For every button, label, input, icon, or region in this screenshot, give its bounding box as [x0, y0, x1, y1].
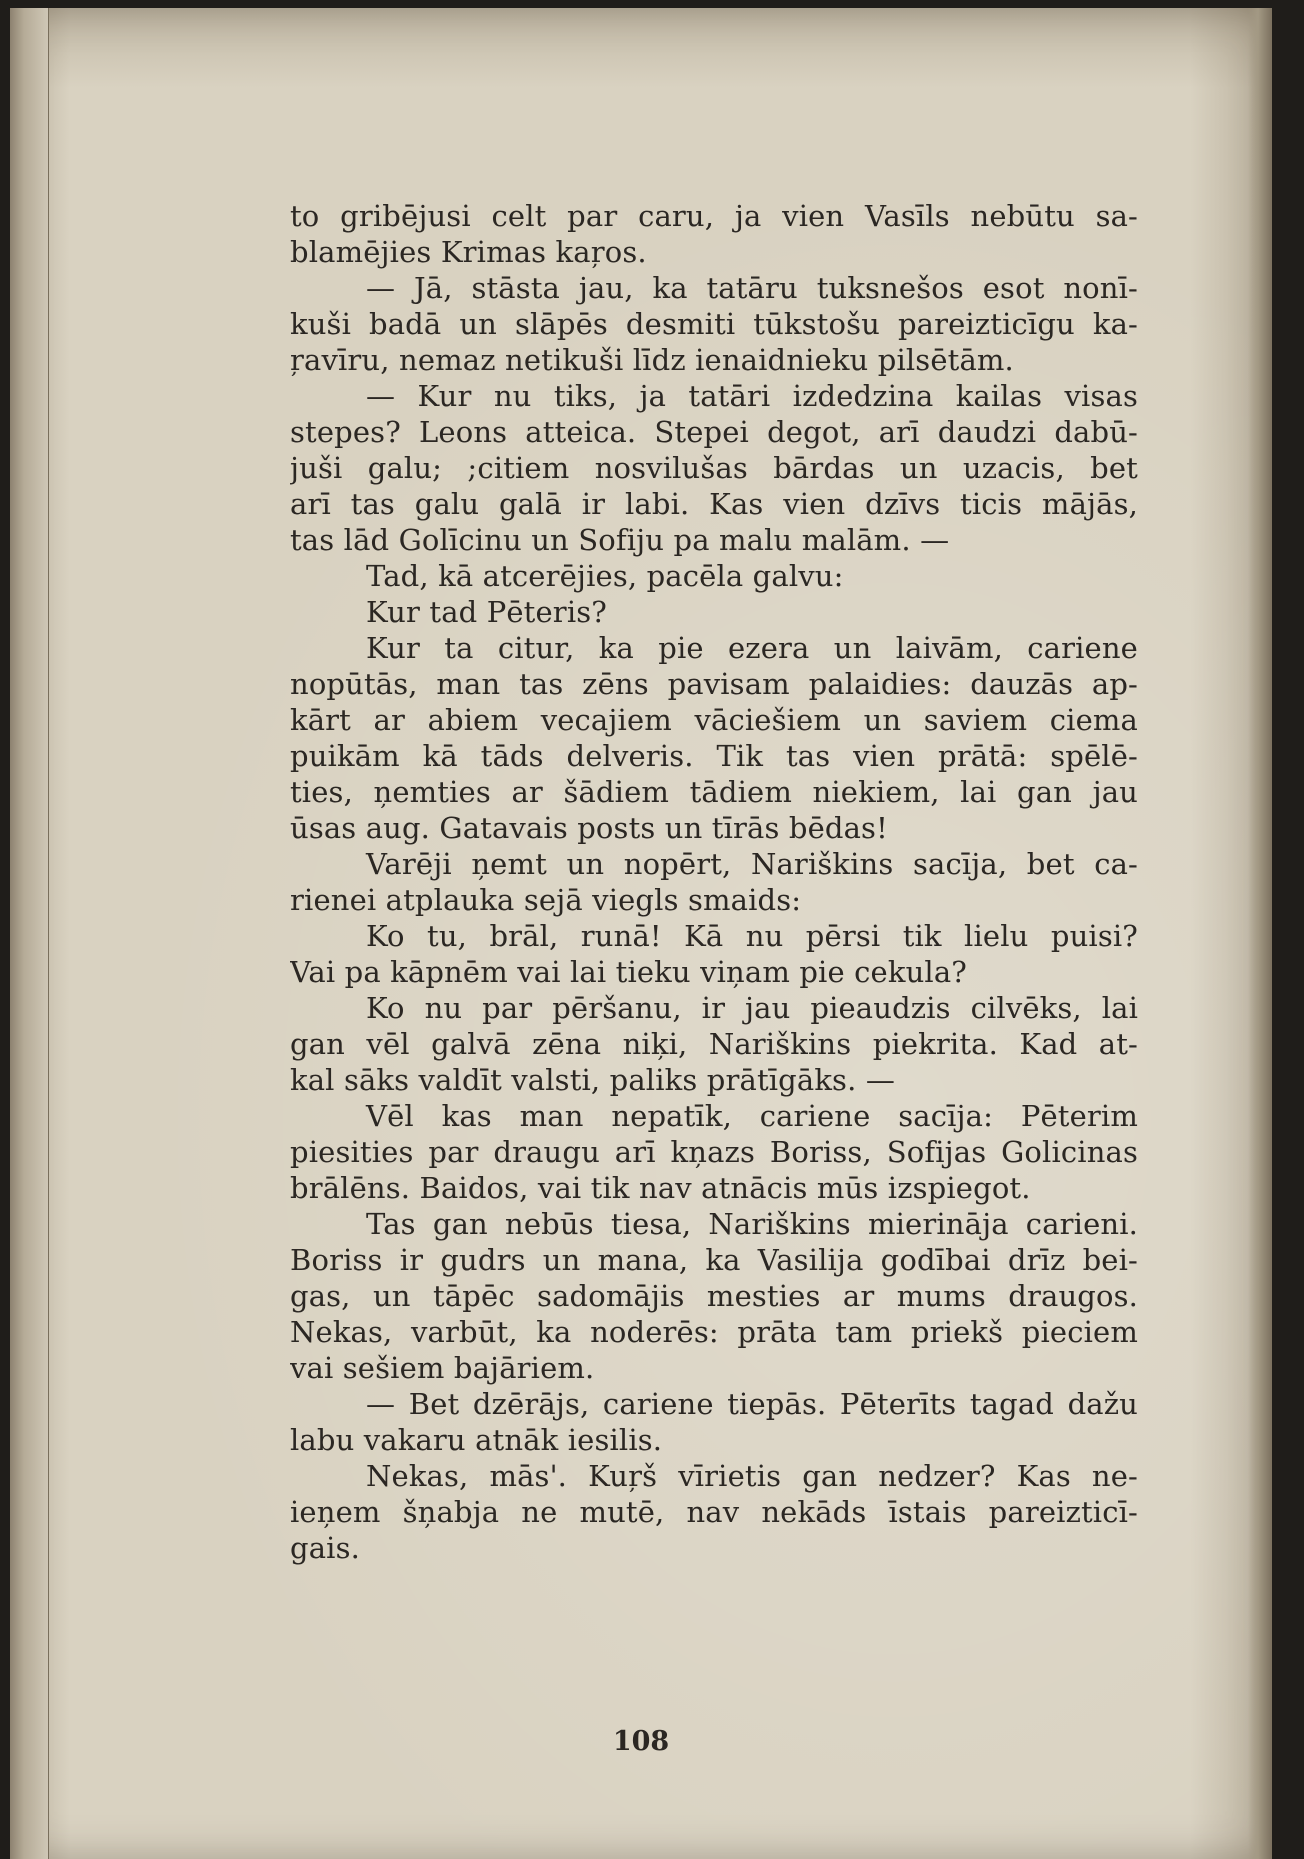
text-line: Tad, kā atcerējies, pacēla galvu: — [366, 559, 844, 593]
text-line: gas, un tāpēc sadomājis mesties ar mums draugos. — [290, 1279, 1138, 1313]
text-line: Kur tad Pēteris? — [366, 595, 607, 629]
text-line: puikām kā tāds delveris. Tik tas vien prātā: spēlē- — [290, 739, 1138, 773]
text-line: kal sāks valdīt valsti, paliks prātīgāks. — — [290, 1063, 895, 1097]
text-line: nopūtās, man tas zēns pavisam palaidies: dauzās ap- — [290, 667, 1138, 701]
text-line: — Jā, stāsta jau, ka tatāru tuksnešos esot nonī- — [366, 271, 1138, 305]
page-number: 108 — [612, 1726, 670, 1757]
text-line: arī tas galu galā ir labi. Kas vien dzīvs ticis mājās, — [290, 487, 1138, 521]
text-line: ŗavīru, nemaz netikuši līdz ienaidnieku pilsētām. — [290, 343, 1014, 377]
text-line: Ko tu, brāl, runā! Kā nu pērsi tik lielu puisi? — [366, 919, 1138, 953]
text-line: rienei atplauka sejā viegls smaids: — [290, 883, 802, 917]
text-line: ties, ņemties ar šādiem tādiem niekiem, lai gan jau — [290, 775, 1138, 809]
text-line: blamējies Krimas kaŗos. — [290, 235, 647, 269]
text-line: Ko nu par pēršanu, ir jau pieaudzis cilvēks, lai — [366, 991, 1138, 1025]
text-line: labu vakaru atnāk iesilis. — [290, 1423, 663, 1457]
text-line: Varēji ņemt un nopērt, Nariškins sacīja, bet ca- — [366, 847, 1138, 881]
page-edge-shadow — [1248, 8, 1272, 1859]
text-line: vai sešiem bajāriem. — [290, 1351, 595, 1385]
body-text — [290, 198, 1138, 1566]
text-line: gais. — [290, 1531, 360, 1565]
text-line: Vai pa kāpnēm vai lai tieku viņam pie cekula? — [290, 955, 967, 989]
text-line: — Kur nu tiks, ja tatāri izdedzina kailas visas — [366, 379, 1138, 413]
text-line: ieņem šņabja ne mutē, nav nekāds īstais pareizticī- — [290, 1495, 1138, 1529]
text-line: piesities par draugu arī kņazs Boriss, Sofijas Golicinas — [290, 1135, 1138, 1169]
text-line: Nekas, mās'. Kuŗš vīrietis gan nedzer? Kas ne- — [366, 1459, 1138, 1493]
text-line: Tas gan nebūs tiesa, Nariškins mierināja carieni. — [366, 1207, 1138, 1241]
text-line: brālēns. Baidos, vai tik nav atnācis mūs izspiegot. — [290, 1171, 1031, 1205]
text-line: Boriss ir gudrs un mana, ka Vasilija godībai drīz bei- — [290, 1243, 1138, 1277]
text-line: tas lād Golīcinu un Sofiju pa malu malām. — — [290, 523, 950, 557]
text-line: stepes? Leons atteica. Stepei degot, arī daudzi dabū- — [290, 415, 1138, 449]
text-line: ūsas aug. Gatavais posts un tīrās bēdas! — [290, 811, 888, 845]
text-line: Vēl kas man nepatīk, cariene sacīja: Pēterim — [366, 1099, 1138, 1133]
text-line: juši galu; ;citiem nosvilušas bārdas un uzacis, bet — [290, 451, 1138, 485]
book-spine-shadow — [10, 8, 49, 1859]
book-page — [10, 8, 1272, 1859]
text-line: Nekas, varbūt, ka noderēs: prāta tam priekš pieciem — [290, 1315, 1138, 1349]
text-line: gan vēl galvā zēna niķi, Nariškins piekrita. Kad at- — [290, 1027, 1138, 1061]
text-line: kuši badā un slāpēs desmiti tūkstošu pareizticīgu ka- — [290, 307, 1138, 341]
text-line: — Bet dzērājs, cariene tiepās. Pēterīts tagad dažu — [366, 1387, 1138, 1421]
text-line: to gribējusi celt par caru, ja vien Vasīls nebūtu sa- — [290, 199, 1138, 233]
text-line: kārt ar abiem vecajiem vāciešiem un saviem ciema — [290, 703, 1138, 737]
text-line: Kur ta citur, ka pie ezera un laivām, cariene — [366, 631, 1138, 665]
